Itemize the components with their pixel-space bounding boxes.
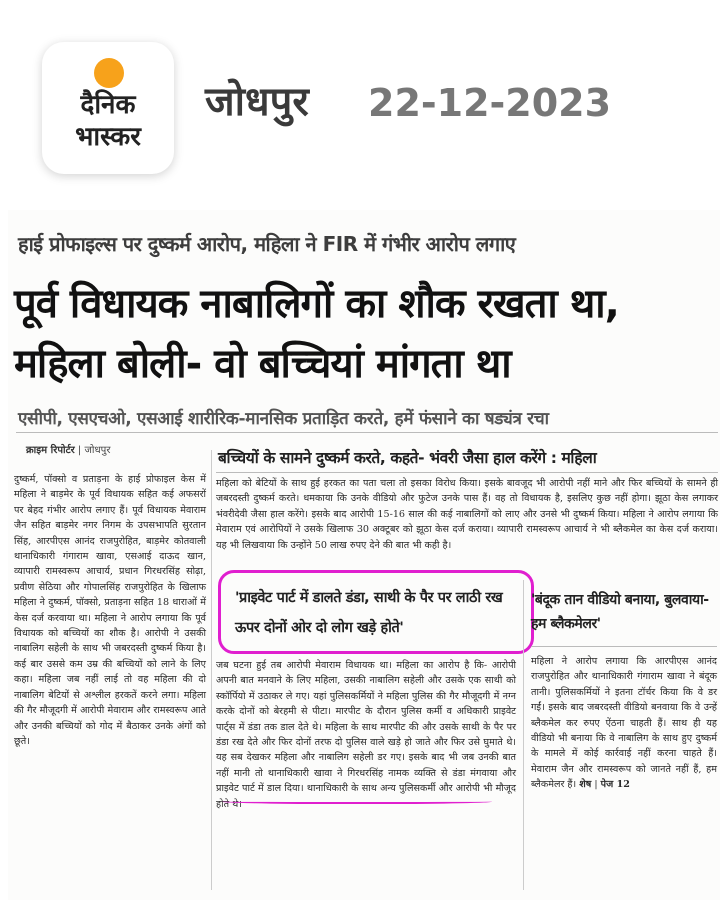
divider [531,646,717,647]
highlight-underline [222,798,492,804]
article-strapline: एसीपी, एसएचओ, एसआई शारीरिक-मानसिक प्रताड़ित करते, हमें फंसाने का षड्यंत्र रचा [18,409,549,429]
logo-line-1: दैनिक [80,90,136,120]
article-headline: पूर्व विधायक नाबालिगों का शौक रखता था, महिला बोली- वो बच्चियां मांगता था [14,281,619,387]
column-divider [211,450,212,890]
article-column-2: जब घटना हुई तब आरोपी मेवाराम विधायक था। महिला का आरोप है कि- आरोपी अपनी बात मनवाने के लिए महिला, उसकी नाबालिग सहेली और उसके एक साथी को स्कॉर्पियो में उठाकर ले गए। यहां पुलिसकर्मियों ने महिला पुलिस की गैर मौजूदगी में नग्न करके दोनों को बेरहमी से पीटा। मारपीट के दौरान पुलिस कर्मी व अधिकारी प्राइवेट पार्ट्स में डंडा तक डाल देते थे। महिला के साथ मारपीट की और उसके साथी के पैर पर डंडा रख देते और फिर दोनों तरफ दो पुलिस वाले खड़े हो जाते और फिर उसे घुमाते थे। यह सब देखकर महिला और नाबालिग सहेली डर गए। इसके बाद भी जब उनकी बात नहीं मानी तो थानाधिकारी खावा ने गिरधरसिंह नामक व्यक्ति से डंडा मंगवाया और प्राइवेट पार्ट में डाल दिया। थानाधिकारी के साथ अन्य पुलिसकर्मी और आरोपी भी मौजूद होते थे। [216,660,516,810]
article-subhead: बच्चियों के सामने दुष्कर्म करते, कहते- भंवरी जैसा हाल करेंगे : महिला [218,449,597,467]
article-column-3 [531,654,717,793]
newspaper-clipping [8,210,720,900]
divider [16,432,718,433]
app-header [0,0,727,200]
logo-line-2: भास्कर [75,122,141,152]
byline-reporter: क्राइम रिपोर्टर [26,445,75,456]
article-wide-paragraph: महिला को बेटियों के साथ हुई हरकत का पता चला तो इसका विरोध किया। इसके बावजूद भी आरोपी नहीं माने और फिर बच्चियों के सामने ही जबरदस्ती दुष्कर्म करते। धमकाया कि उनके वीडियो और फुटेज उनके पास हैं। वह तो विधायक है, इसलिए कुछ नहीं होगा। झूठा केस लगाकर भंवरीदेवी जैसा हाल करेंगे। इसके बाद आरोपी 15-16 साल की कई नाबालिगों को लाए और उनसे भी दुष्कर्म किया। महिला ने आरोप लगाया कि मेवाराम एवं आरोपियों ने उसके खिलाफ 30 अक्टूबर को झूठा केस दर्ज कराया। व्यापारी रामस्वरूप आचार्य ने भी ब्लैकमेल का केस दर्ज कराया। यह भी लिखवाया कि उन्होंने 50 लाख रुपए देने की बात भी कही है। [216,478,718,551]
article-column-1: दुष्कर्म, पॉक्सो व प्रताड़ना के हाई प्रोफाइल केस में महिला ने बाड़मेर के पूर्व विधायक सहित कई अफसरों पर बेहद गंभीर आरोप लगाए हैं। पूर्व विधायक मेवाराम जैन सहित बाड़मेर नगर निगम के उपसभापति सुरतान सिंह, आरपीएस आनंद राजपुरोहित, बाड़मेर कोतवाली थानाधिकारी गंगाराम खावा, एसआई दाऊद खान, व्यापारी रामस्वरूप आचार्य, प्रधान गिरधरसिंह सोढ़ा, प्रवीण सेठिया और गोपालसिंह राजपुरोहित के खिलाफ महिला ने दुष्कर्म, पॉक्सो, प्रताड़ना सहित 18 धाराओं में केस दर्ज करवाया था। महिला ने आरोप लगाया कि पूर्व विधायक को बच्चियों का शौक है। आरोपी ने उसकी नाबालिग सहेली के साथ भी जबरदस्ती दुष्कर्म किया है। कई बार उससे कम उम्र की बच्चियों को लाने के लिए कहा। महिला जब नहीं लाई तो वह महिला की दो नाबालिग बेटियों से अश्लील हरकतें करने लगा। महिला की गैर मौजूदगी में आरोपी मेवाराम और रामस्वरूप आते और उनकी बच्चियों को गोद में बैठाकर उनके अंगों को छूते। [14,474,206,747]
byline [26,442,110,456]
pull-quote-box [218,570,534,654]
article-kicker: हाई प्रोफाइल्स पर दुष्कर्म आरोप, महिला ने FIR में गंभीर आरोप लगाए [18,232,516,256]
divider [216,472,718,473]
pull-quote: 'प्राइवेट पार्ट में डालते डंडा, साथी के पैर पर लाठी रख ऊपर दोनों ओर दो लोग खड़े होते' [235,590,503,636]
sun-icon [94,58,124,88]
column-3-text: महिला ने आरोप लगाया कि आरपीएस आनंद राजपुरोहित और थानाधिकारी गंगाराम खावा ने बंदूक तानी। पुलिसकर्मियों ने इतना टॉर्चर किया कि वे डर गईं। इसके बाद जबरदस्ती वीडियो बनवाया कि वे उन्हें ब्लैकमेल कर रुपए ऐंठना चाहती हैं। साथ ही यह वीडियो भी बनाया कि वे नाबालिग के साथ हुए दुष्कर्म के मामले में कोई कार्रवाई नहीं करना चाहते हैं। मेवाराम जैन और रामस्वरूप को जानते नहीं हैं, हम ब्लैकमेलर हैं। [531,656,717,791]
column-divider [523,580,524,890]
page-reference: पेज 12 [600,779,630,791]
edition-date: 22-12-2023 [368,81,612,125]
dainik-bhaskar-logo[interactable] [42,42,174,174]
side-box-headline: 'बंदूक तान वीडियो बनाया, बुलवाया- हम ब्लैकमेलर' [531,592,709,632]
continued-label: शेष [579,779,592,791]
edition-city: जोधपुर [205,79,309,125]
page-ref-separator: | [594,779,601,791]
byline-city: जोधपुर [84,445,111,456]
byline-separator: | [77,445,85,456]
